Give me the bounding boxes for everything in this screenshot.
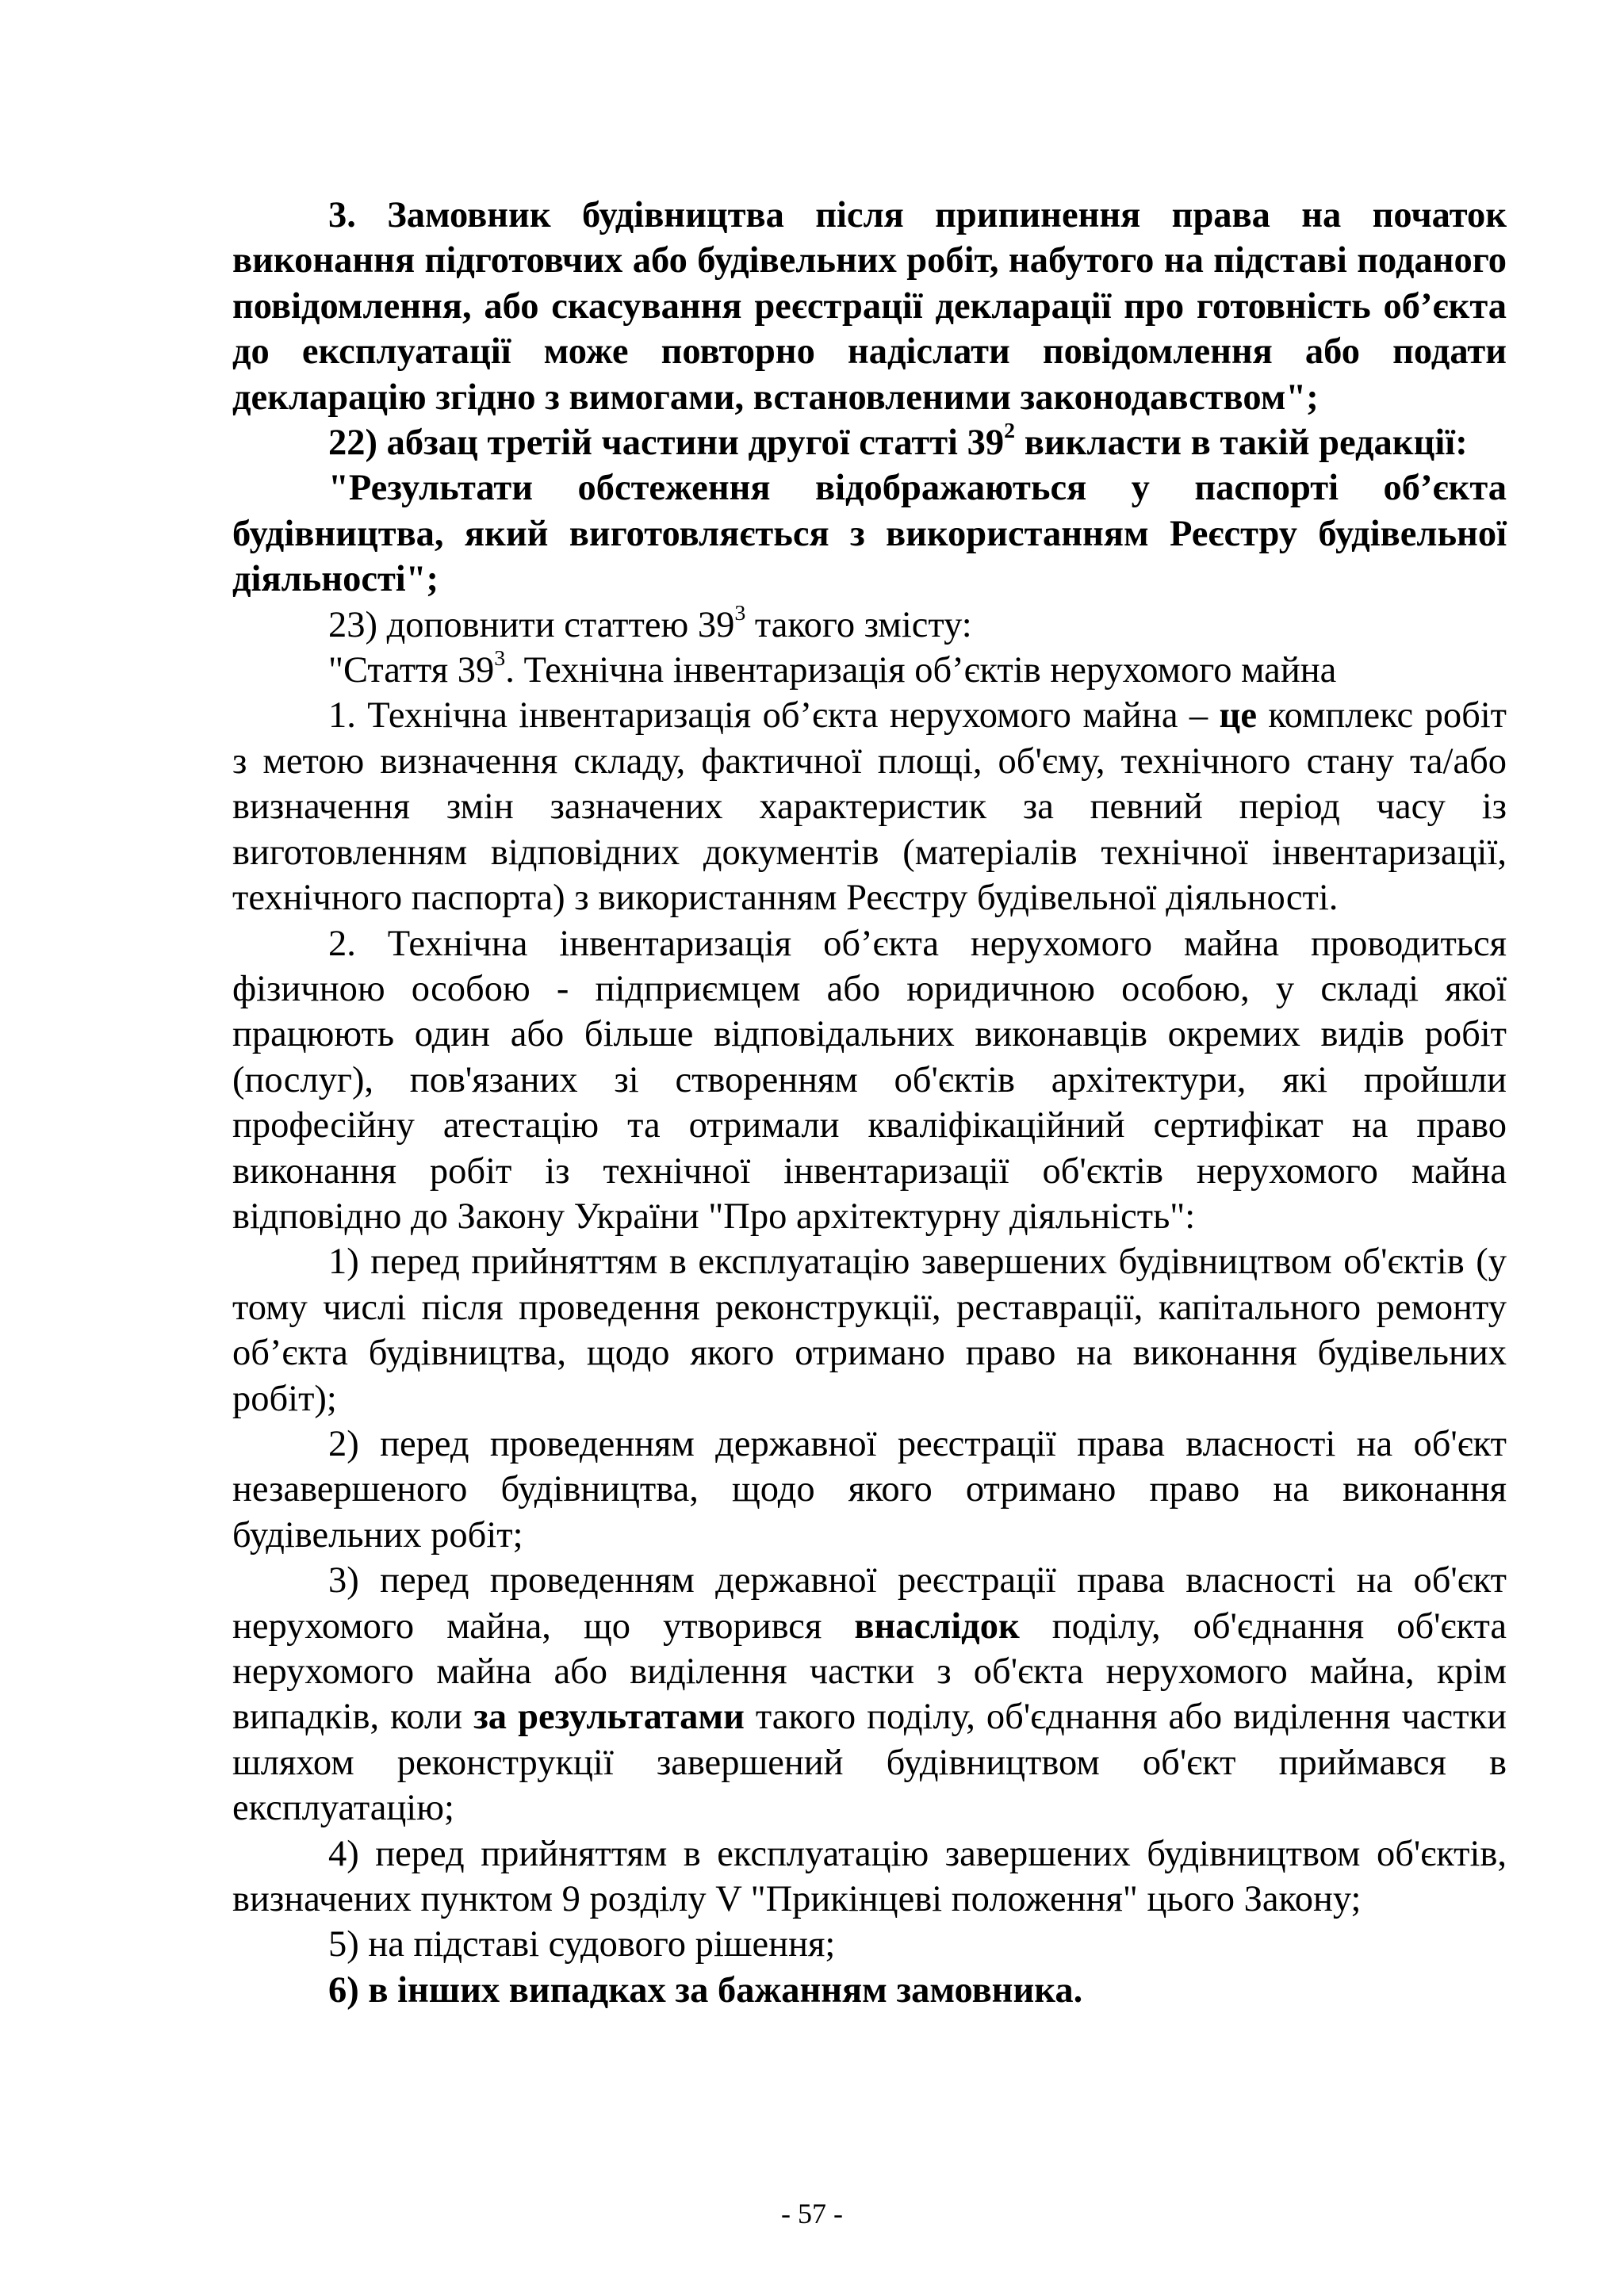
article-heading xyxy=(232,648,1507,693)
paragraph-clause-3 xyxy=(232,193,1507,420)
paragraph-text: . Технічна інвентаризація об’єктів нерухомого майна xyxy=(505,650,1337,691)
paragraph-text: поділу, об'єднання об'єкта нерухомого майна або виділення частки з об'єкта нерухомого майна, крім випадків, коли xyxy=(232,1605,1507,1738)
superscript-number: 3 xyxy=(734,600,746,626)
list-item-2 xyxy=(232,1422,1507,1558)
paragraph-text: 2) перед проведенням державної реєстрації права власності на об'єкт незавершеного будівництва, щодо якого отримано право на виконання будівельних робіт; xyxy=(232,1423,1507,1556)
list-item-1 xyxy=(232,1239,1507,1422)
paragraph-text: 3) перед проведенням державної реєстрації права власності на об'єкт нерухомого майна, що утворився xyxy=(232,1560,1507,1647)
paragraph-item-23 xyxy=(232,600,1507,648)
list-item-5 xyxy=(232,1922,1507,1967)
paragraph-item-22 xyxy=(232,420,1507,465)
bold-word: це xyxy=(1219,695,1257,737)
paragraph-text: "Стаття 39 xyxy=(328,650,495,691)
paragraph-part-2 xyxy=(232,921,1507,1240)
paragraph-text: 22) абзац третій частини другої статті 39 xyxy=(328,423,1005,464)
paragraph-text: 3. Замовник будівництва після припинення права на початок виконання підготовчих або будівельних робіт, набутого на підставі поданого повідомлення, або скасування реєстрації декларації про готовність об’єкта до експлуатації може повторно надіслати повідомлення або подати декларацію згідно з вимогами, встановленими законодавством"; xyxy=(232,195,1507,418)
paragraph-text: 1) перед прийняттям в експлуатацію завершених будівництвом об'єктів (у тому числі після проведення реконструкції, реставрації, капітального ремонту об’єкта будівництва, щодо якого отримано право на виконання будівельних робіт); xyxy=(232,1242,1507,1419)
paragraph-text: "Результати обстеження відображаються у паспорті об’єкта будівництва, який виготовляється з використанням Реєстру будівельної діяльності"; xyxy=(232,468,1507,600)
paragraph-text: такого поділу, об'єднання або виділення частки шляхом реконструкції завершений будівництвом об'єкт приймався в експлуатацію; xyxy=(232,1697,1507,1829)
paragraph-text: 1. Технічна інвентаризація об’єкта нерухомого майна – xyxy=(328,695,1220,737)
paragraph-text: 5) на підставі судового рішення; xyxy=(328,1924,836,1965)
superscript-number: 3 xyxy=(494,646,506,672)
paragraph-text: комплекс робіт з метою визначення складу, фактичної площі, об'єму, технічного стану та/або визначення змін зазначених характеристик за певний період часу із виготовленням відповідних документів (матеріалів технічної інвентаризації, технічного паспорта) з використанням Реєстру будівельної діяльності. xyxy=(232,695,1507,919)
list-item-4 xyxy=(232,1831,1507,1923)
paragraph-text: викласти в такій редакції: xyxy=(1015,423,1468,464)
page-number: - 57 - xyxy=(781,2198,843,2229)
paragraph-text: 6) в інших випадках за бажанням замовника. xyxy=(328,1969,1083,2011)
paragraph-text: 23) доповнити статтею 39 xyxy=(328,604,735,645)
superscript-number: 2 xyxy=(1004,419,1016,444)
list-item-6 xyxy=(232,1968,1507,2013)
paragraph-quoted-results xyxy=(232,465,1507,602)
bold-phrase: за результатами xyxy=(473,1697,745,1738)
paragraph-text: такого змісту: xyxy=(745,604,972,645)
paragraph-text: 2. Технічна інвентаризація об’єкта нерухомого майна проводиться фізичною особою - підприємцем або юридичною особою, у складі якої працюють один або більше відповідальних виконавців окремих видів робіт (послуг), пов'язаних зі створенням об'єктів архітектури, які пройшли професійну атестацію та отримали кваліфікаційний сертифікат на право виконання робіт із технічної інвентаризації об'єктів нерухомого майна відповідно до Закону України "Про архітектурну діяльність": xyxy=(232,923,1507,1237)
paragraph-text: 4) перед прийняттям в експлуатацію завершених будівництвом об'єктів, визначених пунктом 9 розділу V "Прикінцеві положення" цього Закону; xyxy=(232,1833,1507,1920)
bold-word: внаслідок xyxy=(854,1605,1020,1647)
document-body xyxy=(232,193,1507,2013)
paragraph-part-1 xyxy=(232,693,1507,920)
list-item-3 xyxy=(232,1558,1507,1831)
